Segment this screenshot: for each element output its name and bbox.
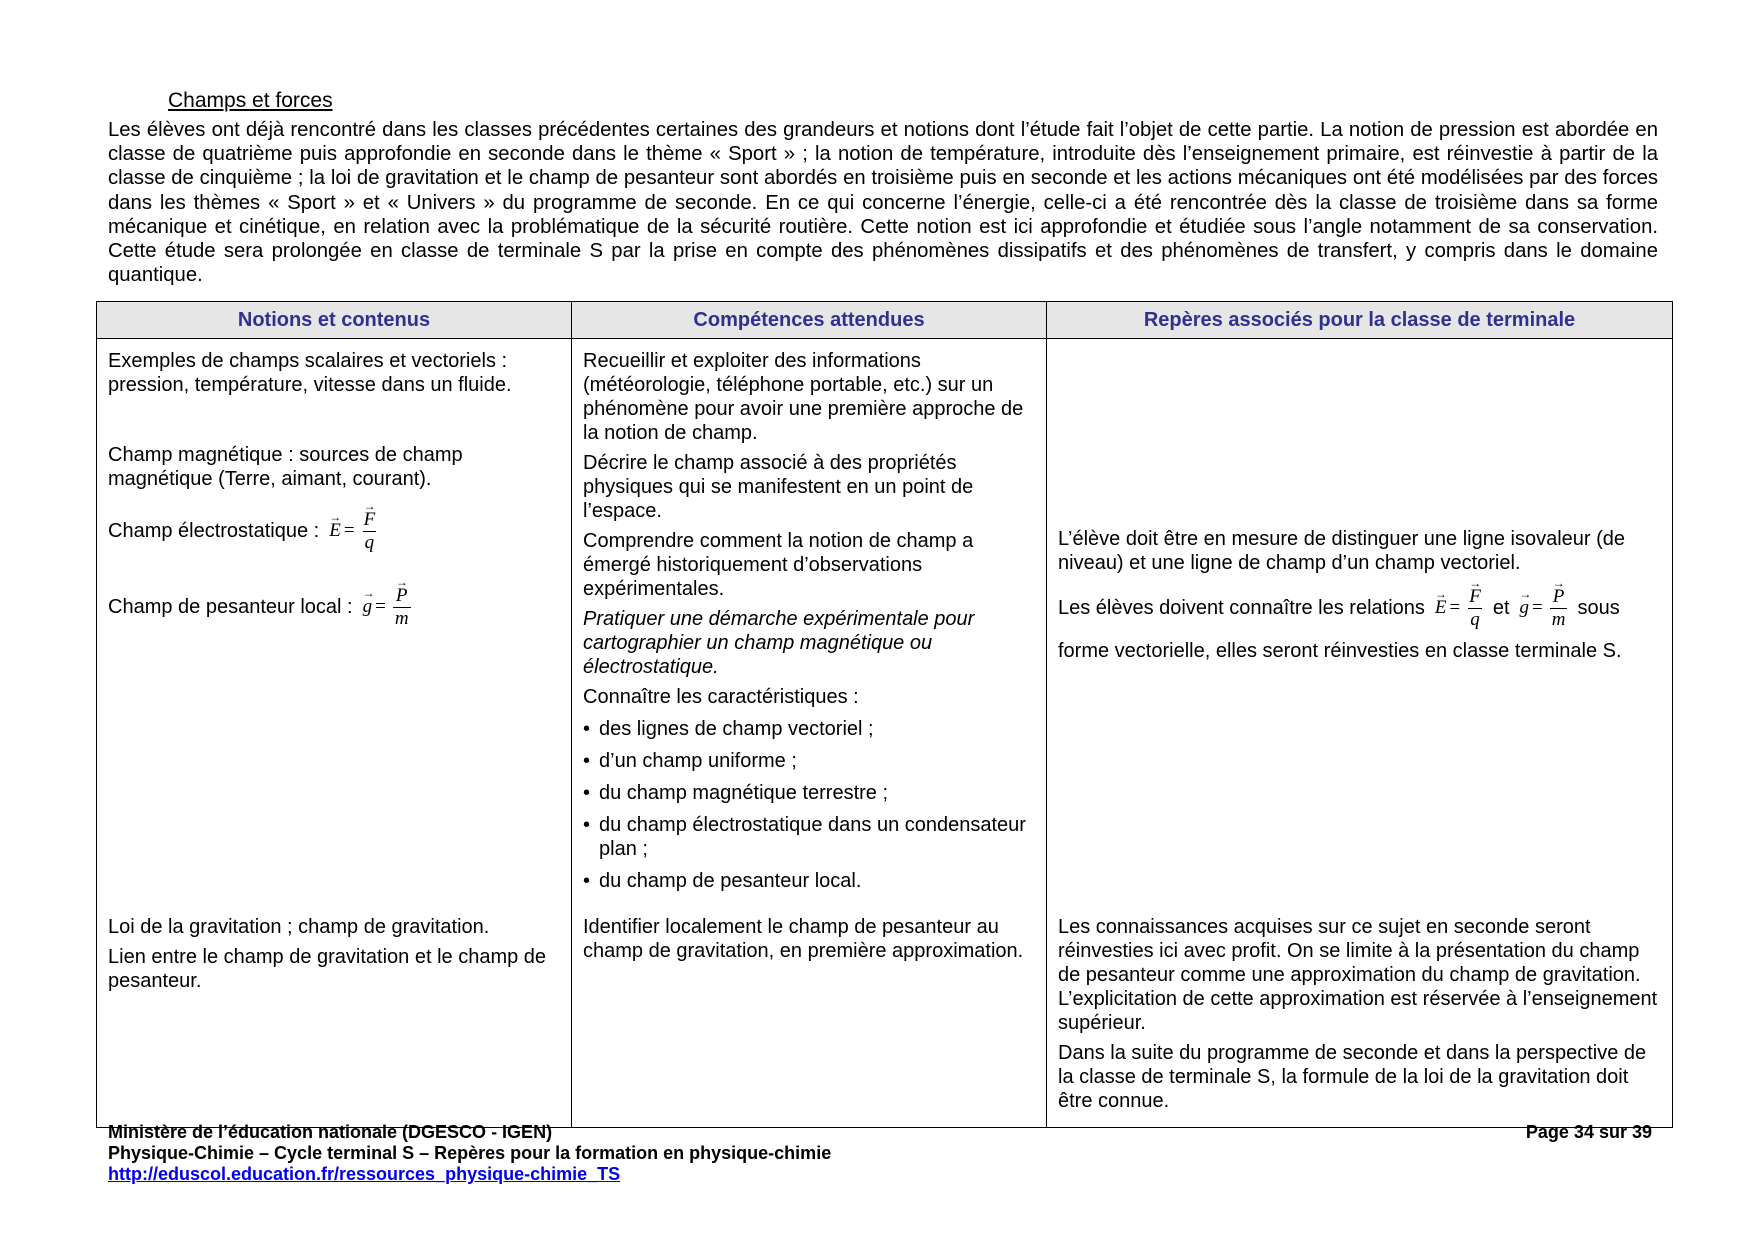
header-competences: Compétences attendues [572, 302, 1047, 339]
competence-4: Pratiquer une démarche expérimentale pour cartographier un champ magnétique ou électrostatique. [583, 608, 975, 678]
list-item: • du champ électrostatique dans un condensateur plan ; [583, 814, 1026, 860]
notion-electrostatique [108, 501, 561, 561]
footer-link[interactable]: http://eduscol.education.fr/ressources_physique-chimie_TS [108, 1164, 621, 1184]
competences-cell-2 [572, 909, 1047, 1128]
competence-5: Connaître les caractéristiques : [583, 686, 859, 708]
repere-formula-e-eq: = [1449, 597, 1461, 618]
page-footer [108, 1122, 1656, 1185]
formula-e-den: q [364, 531, 375, 553]
repere-formula-g-den: m [1551, 608, 1566, 630]
repere-2-et: et [1492, 597, 1510, 619]
repere-gravitation-1: Les connaissances acquises sur ce sujet en seconde seront réinvesties ici avec profit. On se limite à la présentation du champ de pesanteur comme une approximation du champ de gravitation. L’explicitation de cette approximation est réservée à l’enseignement supérieur. [1058, 916, 1658, 1034]
repere-formula-g-eq: = [1532, 597, 1543, 618]
repere-1: L’élève doit être en mesure de distinguer une ligne isovaleur (de niveau) et une ligne de champ d’un champ vectoriel. [1058, 528, 1626, 574]
reperes-cell-2 [1047, 909, 1673, 1128]
notion-magnetique: Champ magnétique : sources de champ magnétique (Terre, aimant, courant). [108, 444, 463, 490]
notion-gravitation: Loi de la gravitation ; champ de gravitation. [108, 916, 490, 938]
header-reperes: Repères associés pour la classe de terminale [1047, 302, 1673, 339]
program-table [96, 301, 1673, 1128]
repere-2-line [1058, 579, 1662, 637]
pesanteur-label: Champ de pesanteur local : [108, 596, 353, 618]
electrostatique-label: Champ électrostatique : [108, 520, 320, 542]
intro-paragraph: Les élèves ont déjà rencontré dans les classes précédentes certaines des grandeurs et notions dont l’étude fait l’objet de cette partie. La notion de pression est abordée en classe de quatrième puis approfondie en seconde dans le thème « Sport » ; la notion de température, introduite dès l’enseignement primaire, est réinvestie à partir de la classe de cinquième ; la loi de gravitation et le champ de pesanteur sont abordés en troisième puis en seconde et les actions mécaniques ont été modélisées par des forces dans les thèmes « Sport » et « Univers » du programme de seconde. En ce qui concerne l’énergie, celle-ci a été rencontrée dès la classe de troisième dans sa forme mécanique et cinétique, en relation avec la problématique de la sécurité routière. Cette notion est ici approfondie et étudiée sous l’angle notamment de sa conservation. Cette étude sera prolongée en classe de terminale S par la prise en compte des phénomènes dissipatifs et des phénomènes de transfert, y compris dans le domaine quantique. [108, 119, 1658, 287]
competence-2: Décrire le champ associé à des propriétés physiques qui se manifestent en un point de l’espace. [583, 452, 974, 522]
formula-g-eq: = [375, 596, 386, 617]
repere-formula-g-num: → P [1553, 586, 1565, 608]
table-row [97, 339, 1673, 910]
notion-lien: Lien entre le champ de gravitation et le champ de pesanteur. [108, 946, 547, 992]
repere-formula-e-den: q [1470, 608, 1480, 630]
repere-2-start: Les élèves doivent connaître les relations [1058, 597, 1425, 619]
notions-cell-2 [97, 909, 572, 1128]
header-notions: Notions et contenus [97, 302, 572, 339]
list-item: • des lignes de champ vectoriel ; [583, 718, 874, 740]
competence-gravitation: Identifier localement le champ de pesanteur au champ de gravitation, en première approximation. [583, 916, 1024, 962]
reperes-cell [1047, 339, 1673, 910]
list-item: • du champ de pesanteur local. [583, 870, 862, 892]
repere-2-sous: sous [1577, 597, 1620, 619]
competences-cell [572, 339, 1047, 910]
repere-gravitation-2: Dans la suite du programme de seconde et dans la perspective de la classe de terminale S, la formule de la loi de la gravitation doit être connue. [1058, 1042, 1647, 1112]
repere-formula-e-fraction [1467, 586, 1483, 631]
notion-pesanteur [108, 577, 561, 637]
formula-g-lhs: → g [363, 595, 373, 619]
competence-1: Recueillir et exploiter des informations (météorologie, téléphone portable, etc.) sur un phénomène pour avoir une première approche de la notion de champ. [583, 350, 1024, 444]
table-header-row [97, 302, 1673, 339]
footer-subtitle: Physique-Chimie – Cycle terminal S – Repères pour la formation en physique-chimie [108, 1143, 832, 1163]
list-item: • d’un champ uniforme ; [583, 750, 797, 772]
formula-e-lhs: → E [329, 519, 341, 543]
formula-g-fraction [393, 585, 411, 630]
table-row [97, 909, 1673, 1128]
bullet-icon: • [583, 718, 591, 740]
formula-e-eq: = [343, 520, 355, 541]
repere-formula-e-lhs: → E [1435, 596, 1447, 620]
repere-formula-g-lhs: → g [1520, 596, 1530, 620]
formula-e-fraction [362, 509, 378, 554]
competence-3: Comprendre comment la notion de champ a émergé historiquement d’observations expérimentales. [583, 530, 974, 600]
bullet-icon: • [583, 814, 591, 836]
repere-2-end: forme vectorielle, elles seront réinvesties en classe terminale S. [1058, 640, 1622, 662]
section-title: Champs et forces [168, 89, 333, 112]
bullet-icon: • [583, 750, 591, 772]
formula-e-num: → F [364, 509, 376, 531]
footer-page-number: Page 34 sur 39 [1525, 1122, 1652, 1142]
formula-g-num: → P [396, 585, 408, 607]
notions-cell [97, 339, 572, 910]
footer-ministry: Ministère de l’éducation nationale (DGESCO - IGEN) [108, 1122, 553, 1142]
list-item: • du champ magnétique terrestre ; [583, 782, 889, 804]
notion-scalaires: Exemples de champs scalaires et vectoriels : pression, température, vitesse dans un fluide. [108, 350, 512, 396]
repere-formula-e-num: → F [1469, 586, 1481, 608]
characteristics-list [583, 717, 1036, 893]
bullet-icon: • [583, 782, 591, 804]
bullet-icon: • [583, 870, 591, 892]
formula-g-den: m [394, 607, 409, 629]
repere-formula-g-fraction [1550, 586, 1568, 631]
